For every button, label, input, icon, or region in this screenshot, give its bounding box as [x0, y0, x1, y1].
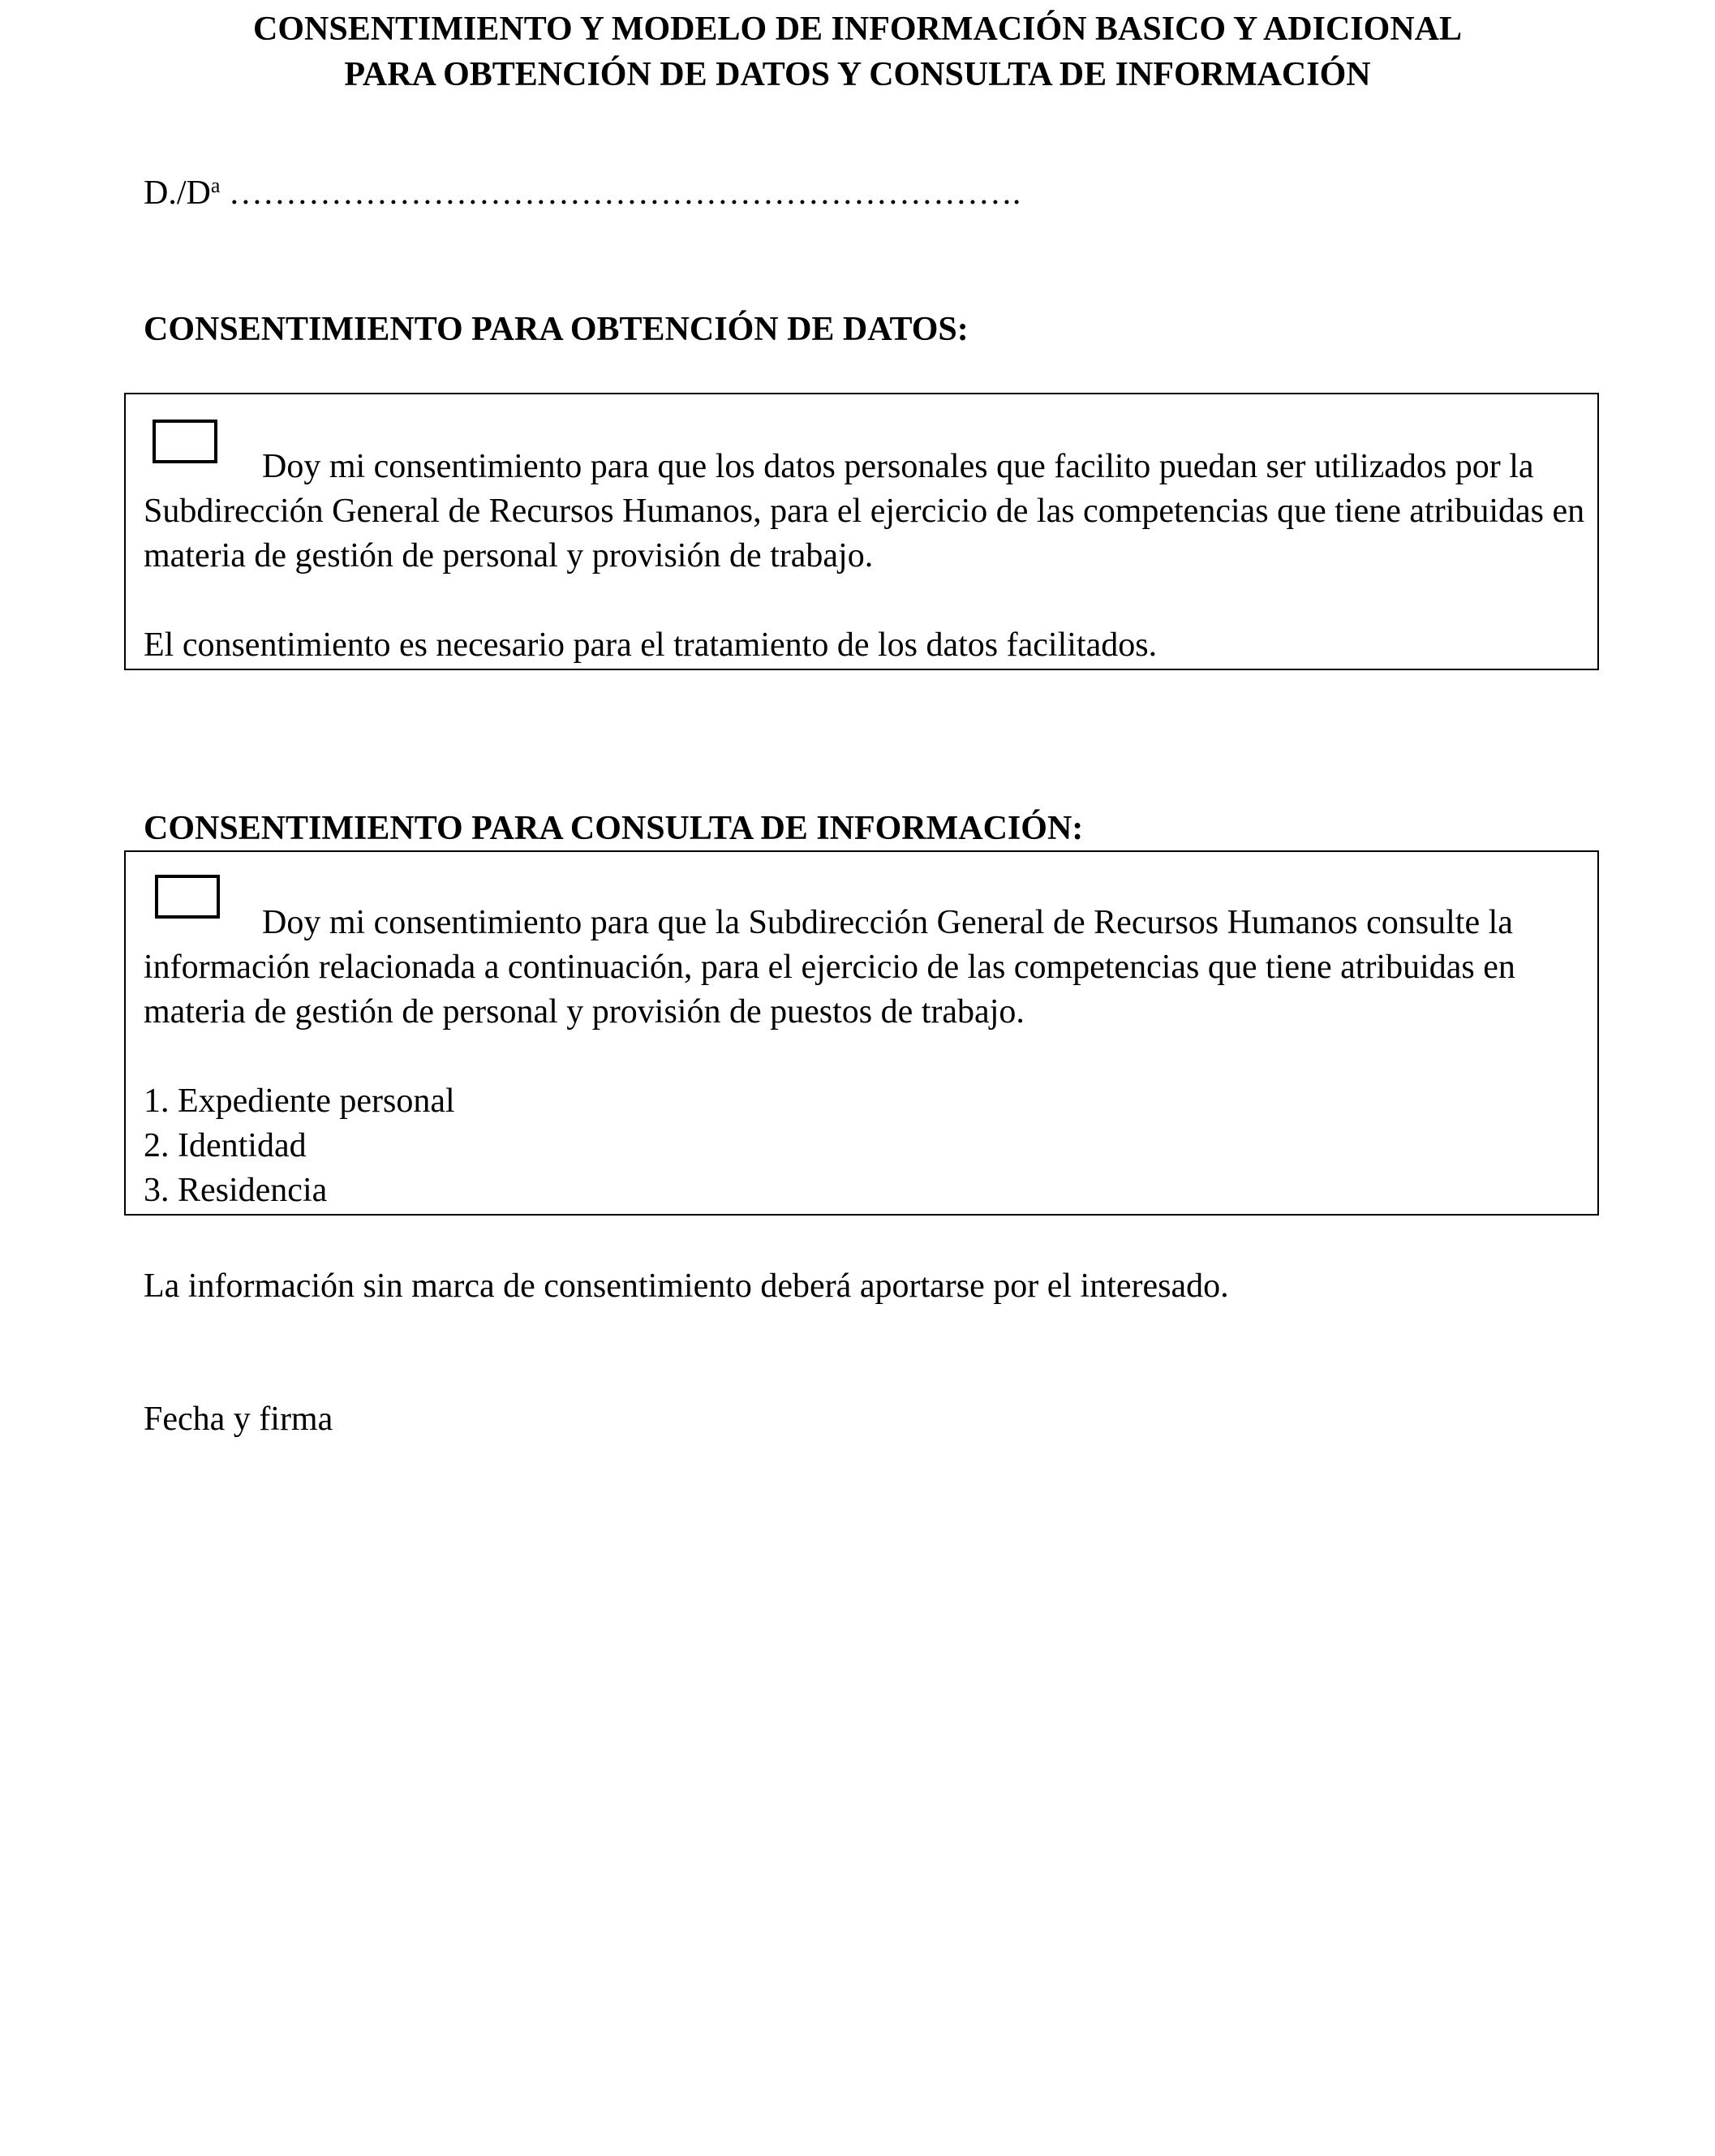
name-field[interactable]	[144, 170, 1021, 216]
info-item-residencia: 3. Residencia	[144, 1172, 328, 1209]
section-info-heading: CONSENTIMIENTO PARA CONSULTA DE INFORMACIÓN:	[144, 810, 1084, 847]
consent-data-text: Doy mi consentimiento para que los datos personales que facilito puedan ser utilizados por la Subdirección General de Recursos Humanos, para el ejercicio de las competencias que tiene atribuidas en materia de gestión de personal y provisión de trabajo.	[144, 448, 1585, 575]
document-title	[0, 6, 1715, 97]
info-items-list	[144, 1079, 455, 1213]
name-field-dots: …………………………………………………………….	[228, 174, 1021, 212]
info-item-identidad: 2. Identidad	[144, 1127, 307, 1164]
consent-info-text: Doy mi consentimiento para que la Subdirección General de Recursos Humanos consulte la información relacionada a continuación, para el ejercicio de las competencias que tiene atribuidas en materia de gestión de personal y provisión de puestos de trabajo.	[144, 904, 1515, 1031]
footer-note: La información sin marca de consentimiento deberá aportarse por el interesado.	[144, 1267, 1229, 1305]
info-item-expediente: 1. Expediente personal	[144, 1082, 455, 1120]
section-data-heading: CONSENTIMIENTO PARA OBTENCIÓN DE DATOS:	[144, 311, 969, 348]
name-field-superscript: a	[210, 174, 221, 197]
consent-data-note: El consentimiento es necesario para el tratamiento de los datos facilitados.	[144, 626, 1158, 664]
signature-label: Fecha y firma	[144, 1401, 333, 1438]
document-title-line-1: CONSENTIMIENTO Y MODELO DE INFORMACIÓN BASICO Y ADICIONAL	[253, 11, 1462, 48]
name-field-prefix: D./D	[144, 174, 211, 212]
document-title-line-2: PARA OBTENCIÓN DE DATOS Y CONSULTA DE INFORMACIÓN	[344, 56, 1371, 93]
